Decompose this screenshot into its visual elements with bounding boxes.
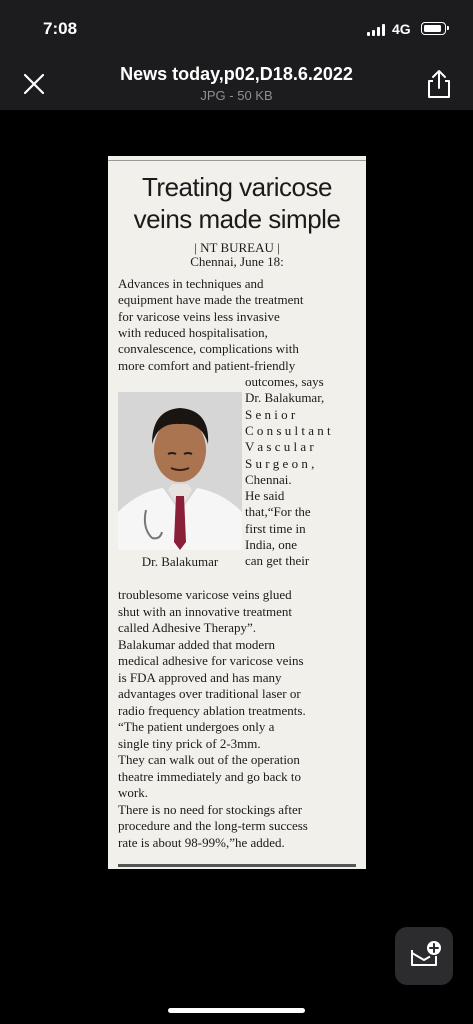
save-to-messages-button[interactable] — [395, 927, 453, 985]
article-line: outcomes, says — [245, 374, 324, 389]
article-line: first time in — [245, 520, 306, 536]
close-button[interactable] — [18, 68, 50, 100]
article-line: “The patient undergoes only a — [118, 719, 275, 734]
share-icon — [424, 68, 454, 100]
article-line: equipment have made the treatment — [118, 292, 304, 308]
article-line: troublesome varicose veins glued — [118, 587, 292, 602]
file-title: News today,p02,D18.6.2022 — [120, 64, 353, 84]
article-line: India, one — [245, 537, 297, 552]
article-line: There is no need for stockings after — [118, 801, 303, 817]
dateline: Chennai, June 18: — [190, 254, 284, 269]
status-bar — [0, 0, 473, 58]
article-line: is FDA approved and has many — [118, 669, 282, 685]
headline-line-1: Treating varicose — [142, 172, 332, 202]
article-line: with reduced hospitalisation, — [118, 324, 268, 340]
article-line: He said — [245, 488, 285, 504]
article-line: that,“For the — [245, 504, 311, 520]
article-line: single tiny prick of 2-3mm. — [118, 735, 261, 751]
article-line: convalescence, complications with — [118, 341, 299, 357]
nav-bar — [0, 58, 473, 110]
article-line: Advances in techniques and — [118, 276, 264, 291]
cellular-signal-icon — [367, 24, 387, 36]
article-line: S e n i o r — [245, 406, 296, 422]
article-line: medical adhesive for varicose veins — [118, 653, 304, 668]
file-info: JPG - 50 KB — [200, 88, 273, 103]
article-line: Dr. Balakumar, — [245, 390, 325, 406]
headline-line-2: veins made simple — [133, 204, 341, 234]
article-line: C o n s u l t a n t — [245, 422, 331, 438]
article-line: shut with an innovative treatment — [118, 603, 293, 619]
article-line: Balakumar added that modern — [118, 636, 276, 652]
message-add-icon — [395, 927, 453, 985]
article-line: They can walk out of the operation — [118, 752, 300, 767]
photo-caption: Dr. Balakumar — [141, 554, 219, 569]
article-line: called Adhesive Therapy”. — [118, 620, 257, 635]
network-type: 4G — [392, 21, 411, 37]
article-line: work. — [118, 785, 148, 800]
article-line: theatre immediately and go back to — [118, 768, 302, 784]
article-line: procedure and the long-term success — [118, 818, 308, 833]
article-line: Chennai. — [245, 471, 292, 487]
article-line: S u r g e o n , — [245, 455, 315, 471]
article-line: can get their — [245, 553, 310, 569]
byline: | NT BUREAU | — [194, 240, 280, 255]
bottom-rule — [118, 864, 356, 867]
article-line: for varicose veins less invasive — [118, 308, 280, 324]
top-rule — [108, 160, 366, 161]
battery-icon — [421, 22, 446, 35]
share-button[interactable] — [424, 68, 454, 100]
newspaper-clipping[interactable] — [108, 156, 366, 869]
close-icon — [18, 68, 50, 100]
article-line: rate is about 98-99%,”he added. — [118, 834, 285, 850]
article-line: more comfort and patient-friendly — [118, 357, 296, 373]
author-photo — [118, 392, 242, 550]
status-time: 7:08 — [43, 19, 78, 38]
article-line: advantages over traditional laser or — [118, 686, 301, 701]
doctor-portrait-image — [118, 392, 242, 550]
article-line: radio frequency ablation treatments. — [118, 702, 306, 718]
article-line: V a s c u l a r — [245, 439, 314, 455]
home-indicator — [168, 1008, 305, 1013]
